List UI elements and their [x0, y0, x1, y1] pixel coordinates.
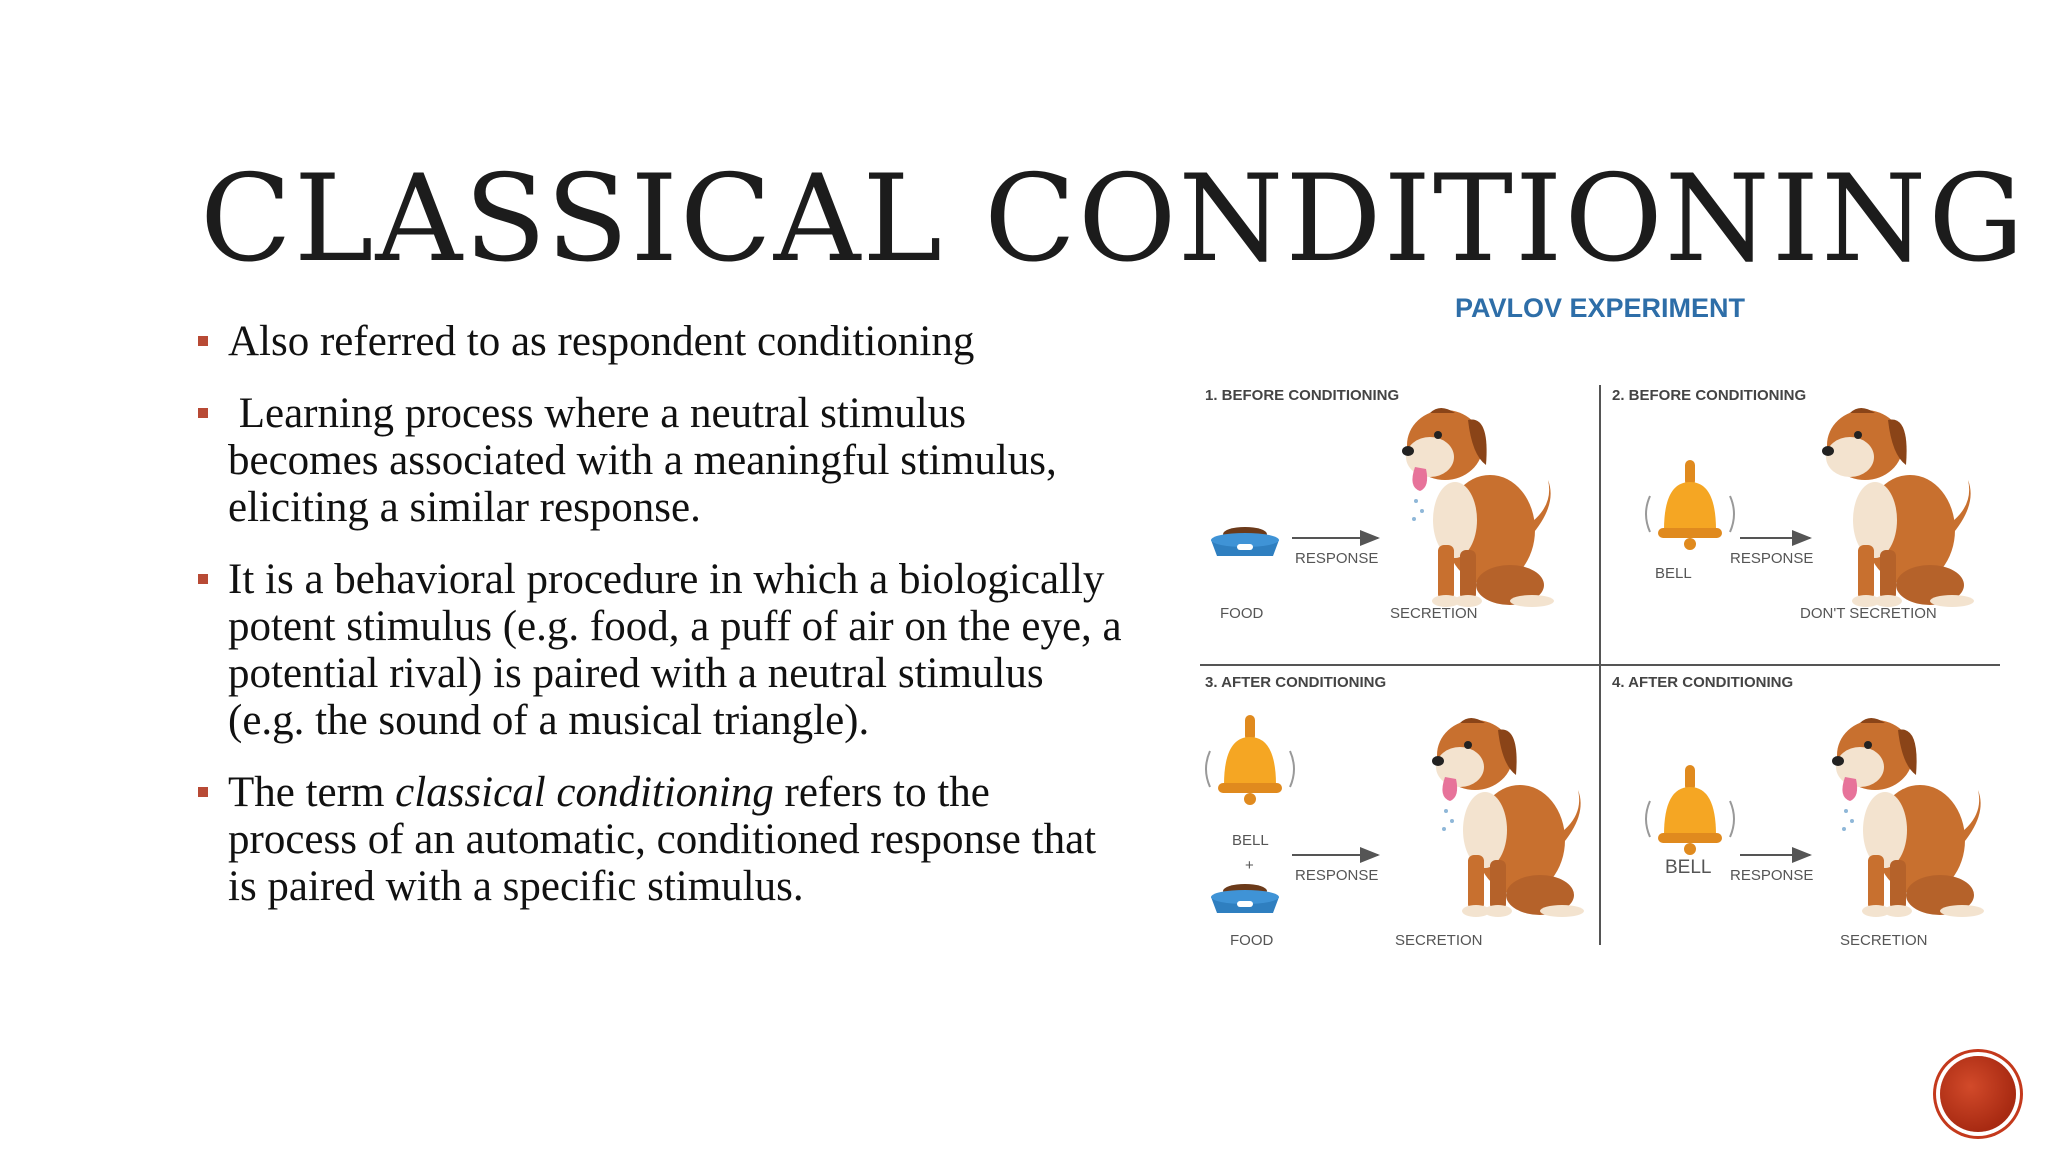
bullet-item	[196, 769, 1126, 910]
panel-1	[1205, 387, 1554, 622]
bullet-text-emphasis: classical conditioning	[395, 769, 774, 816]
panel-2	[1612, 387, 1974, 622]
bullet-text-pre: The term	[228, 769, 396, 816]
panel-4-result: SECRETION	[1840, 932, 1928, 949]
bullet-text: Also referred to as respondent conditioning	[228, 318, 975, 365]
panel-3-result: SECRETION	[1395, 932, 1483, 949]
dog-icon	[1822, 408, 1974, 607]
bullet-marker	[198, 574, 208, 584]
bullet-item	[196, 318, 1126, 365]
panel-1-result: SECRETION	[1390, 605, 1478, 622]
bullet-text-post: refers to the process of an automatic, conditioned response that is paired with a specific stimulus.	[228, 769, 1097, 910]
panel-4-arrow-label: RESPONSE	[1730, 867, 1814, 884]
bullet-marker	[198, 787, 208, 797]
panel-1-heading: 1. BEFORE CONDITIONING	[1205, 387, 1400, 404]
panel-3	[1205, 674, 1584, 949]
bullet-item	[196, 556, 1126, 744]
panel-1-stimulus: FOOD	[1220, 605, 1264, 622]
tongue-icon	[1842, 777, 1857, 831]
panel-4	[1612, 674, 1984, 949]
bell-icon	[1206, 715, 1294, 805]
dog-icon	[1432, 718, 1584, 917]
bullet-text: It is a behavioral procedure in which a biologically potent stimulus (e.g. food, a puff of air on the eye, a potential rival) is paired with a neutral stimulus (e.g. the sound of a musical triangle).	[228, 556, 1122, 744]
pavlov-figure	[1200, 285, 2000, 965]
panel-4-heading: 4. AFTER CONDITIONING	[1612, 674, 1794, 691]
tongue-icon	[1412, 467, 1427, 521]
figure-title: PAVLOV EXPERIMENT	[1454, 293, 1746, 323]
dog-icon	[1402, 408, 1554, 607]
panel-2-heading: 2. BEFORE CONDITIONING	[1612, 387, 1807, 404]
pavlov-diagram	[1200, 285, 2000, 965]
bullet-list	[196, 318, 1126, 935]
dog-icon	[1832, 718, 1984, 917]
panel-2-arrow-label: RESPONSE	[1730, 550, 1814, 567]
panel-3-stimulus-b: FOOD	[1230, 932, 1274, 949]
food-bowl-icon	[1211, 884, 1279, 913]
bullet-item	[196, 390, 1126, 531]
panel-3-plus: +	[1245, 857, 1254, 874]
bell-icon	[1646, 765, 1734, 855]
panel-3-heading: 3. AFTER CONDITIONING	[1205, 674, 1387, 691]
panel-3-stimulus-a: BELL	[1232, 832, 1269, 849]
slide-title: CLASSICAL CONDITIONING	[200, 150, 2027, 289]
panel-3-arrow-label: RESPONSE	[1295, 867, 1379, 884]
bullet-marker	[198, 336, 208, 346]
food-bowl-icon	[1211, 527, 1279, 556]
bullet-marker	[198, 408, 208, 418]
bell-icon	[1646, 460, 1734, 550]
bullet-text: Learning process where a neutral stimulus becomes associated with a meaningful stimulus, eliciting a similar response.	[228, 390, 1068, 531]
next-slide-button[interactable]	[1940, 1056, 2016, 1132]
panel-4-stimulus: BELL	[1665, 857, 1712, 878]
panel-2-result: DON'T SECRETION	[1800, 605, 1937, 622]
panel-2-stimulus: BELL	[1655, 565, 1692, 582]
tongue-icon	[1442, 777, 1457, 831]
panel-1-arrow-label: RESPONSE	[1295, 550, 1379, 567]
